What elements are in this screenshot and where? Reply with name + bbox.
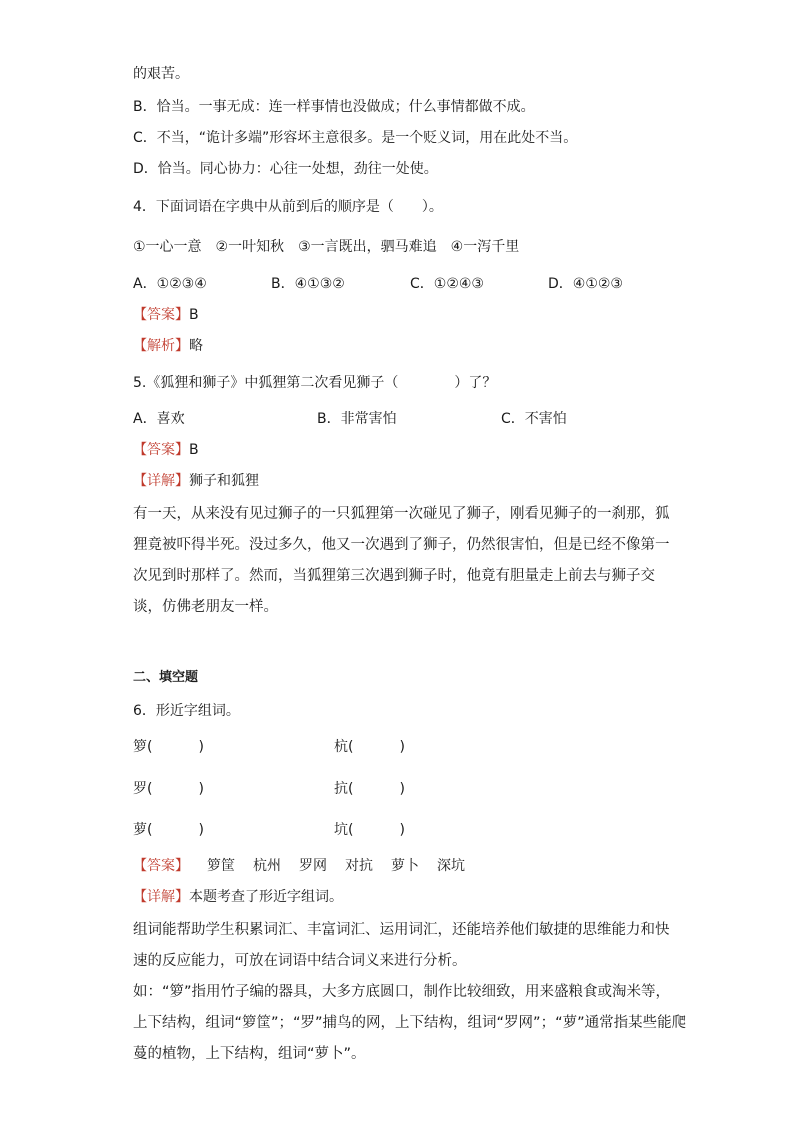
answer-word: 对抗 bbox=[345, 858, 373, 874]
detail-line: 蔓的植物，上下结构，组词“萝卜”。 bbox=[133, 1046, 366, 1062]
answer-word: 萝卜 bbox=[391, 858, 419, 874]
q5-option-c: C．不害怕 bbox=[501, 411, 567, 427]
detail-title: 狮子和狐狸 bbox=[189, 473, 259, 489]
section-title: 二、填空题 bbox=[133, 670, 199, 685]
q4-option-d: D．④①②③ bbox=[548, 276, 623, 292]
answer-word: 箩筐 bbox=[207, 858, 235, 874]
answer-value: B bbox=[189, 307, 199, 323]
detail-tag: 【详解】 bbox=[133, 473, 189, 489]
q4-option-c: C．①②④③ bbox=[410, 276, 484, 292]
q6-blank-right: 杭( ) bbox=[334, 739, 405, 755]
q5-option-b: B．非常害怕 bbox=[317, 411, 397, 427]
answer-value: B bbox=[189, 442, 199, 458]
q4-stem: 4．下面词语在字典中从前到后的顺序是（ ）。 bbox=[133, 199, 443, 215]
q5-detail bbox=[133, 471, 259, 491]
answer-word: 深坑 bbox=[437, 858, 465, 874]
q6-answer bbox=[133, 856, 465, 876]
detail-line: 组词能帮助学生积累词汇、丰富词汇、运用词汇，还能培养他们敏捷的思维能力和快 bbox=[133, 922, 670, 938]
story-line: 有一天，从来没有见过狮子的一只狐狸第一次碰见了狮子，刚看见狮子的一刹那，狐 bbox=[133, 506, 670, 522]
story-line: 狸竟被吓得半死。没过多久，他又一次遇到了狮子，仍然很害怕，但是已经不像第一 bbox=[133, 537, 670, 553]
story-line: 谈，仿佛老朋友一样。 bbox=[133, 599, 278, 615]
q6-blank-left: 罗( ) bbox=[133, 781, 204, 797]
q4-answer bbox=[133, 305, 199, 325]
detail-line: 速的反应能力，可放在词语中结合词义来进行分析。 bbox=[133, 953, 467, 969]
detail-line: 如：“箩”指用竹子编的器具，大多方底圆口，制作比较细致，用来盛粮食或淘米等， bbox=[133, 984, 671, 1000]
q6-blank-right: 坑( ) bbox=[334, 822, 405, 838]
explanation-d: D．恰当。同心协力：心往一处想，劲往一处使。 bbox=[133, 161, 438, 177]
detail-line: 上下结构，组词“箩筐”；“罗”捕鸟的网，上下结构，组词“罗网”；“萝”通常指某些能爬 bbox=[133, 1015, 687, 1031]
answer-word: 杭州 bbox=[253, 858, 281, 874]
q6-blank-left: 箩( ) bbox=[133, 739, 204, 755]
q6-blank-left: 萝( ) bbox=[133, 822, 204, 838]
detail-tag: 【详解】 bbox=[133, 889, 189, 905]
q5-option-a: A．喜欢 bbox=[133, 411, 185, 427]
q6-detail bbox=[133, 887, 343, 907]
answer-tag: 【答案】 bbox=[133, 307, 189, 323]
q4-analysis bbox=[133, 336, 203, 356]
detail-first: 本题考查了形近字组词。 bbox=[189, 889, 343, 905]
q4-option-a: A．①②③④ bbox=[133, 276, 207, 292]
answer-tag: 【答案】 bbox=[133, 442, 189, 458]
q6-blank-right: 抗( ) bbox=[334, 781, 405, 797]
text-line: 的艰苦。 bbox=[133, 66, 189, 82]
q4-items: ①一心一意 ②一叶知秋 ③一言既出，驷马难追 ④一泻千里 bbox=[133, 239, 520, 255]
answer-word: 罗网 bbox=[299, 858, 327, 874]
q4-option-b: B．④①③② bbox=[271, 276, 345, 292]
q5-stem: 5.《狐狸和狮子》中狐狸第二次看见狮子（ ）了？ bbox=[133, 375, 497, 391]
explanation-b: B．恰当。一事无成：连一样事情也没做成；什么事情都做不成。 bbox=[133, 99, 535, 115]
story-line: 次见到时那样了。然而，当狐狸第三次遇到狮子时，他竟有胆量走上前去与狮子交 bbox=[133, 568, 655, 584]
q6-stem: 6．形近字组词。 bbox=[133, 703, 240, 719]
q5-answer bbox=[133, 440, 199, 460]
analysis-tag: 【解析】 bbox=[133, 338, 189, 354]
answer-tag: 【答案】 bbox=[133, 858, 189, 874]
explanation-c: C．不当，“诡计多端”形容坏主意很多。是一个贬义词，用在此处不当。 bbox=[133, 130, 578, 146]
analysis-value: 略 bbox=[189, 338, 203, 354]
